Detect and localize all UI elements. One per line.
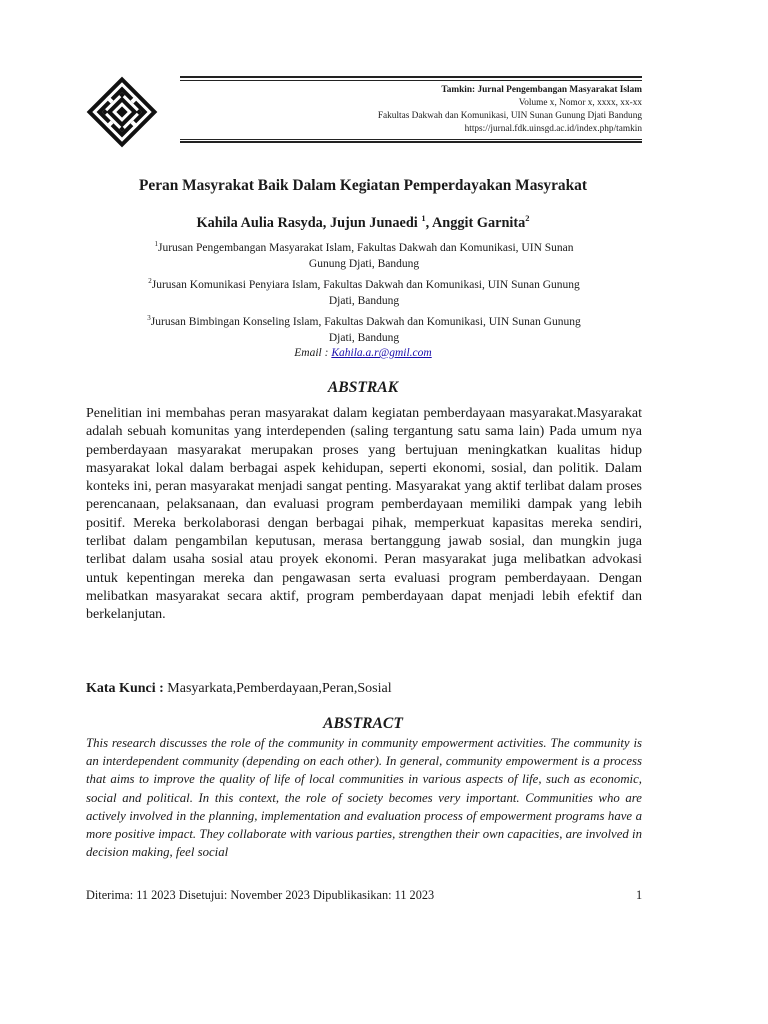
affiliations bbox=[86, 236, 642, 347]
author-name: Kahila Aulia Rasyda, bbox=[196, 214, 330, 231]
journal-volume: Volume x, Nomor x, xxxx, xx-xx bbox=[518, 98, 642, 108]
journal-url[interactable]: https://jurnal.fdk.uinsgd.ac.id/index.php/tamkin bbox=[464, 124, 642, 134]
abstract-body: This research discusses the role of the community in community empowerment activities. The community is an interdependent community (depending on each other). In general, community empowerment is a process that aims to improve the quality of life of local communities in various aspects of life, such as economic, social and political. In this context, the role of society becomes very important. Communities who are actively involved in the planning, implementation and evaluation process of empowerment programs have a more positive impact. They collaborate with various parties, strengthen their own capacities, are involved in decision making, feel social bbox=[86, 736, 642, 860]
email-label: Email : bbox=[294, 347, 332, 359]
abstrak-body: Penelitian ini membahas peran masyarakat dalam kegiatan pemberdayaan masyarakat.Masyarakat adalah sebuah komunitas yang interdependen (saling tergantung satu sama lain) Pada umum nya pemberdayaan masyarakat merupakan proses yang bertujuan meningkatkan kualitas hidup masyarakat lokal dalam berbagai aspek kehidupan, seperti ekonomi, sosial, dan politik. Dalam konteks ini, peran masyarakat menjadi sangat penting. Masyarakat yang aktif terlibat dalam proses perencanaan, pelaksanaan, dan evaluasi program pemberdayaan memiliki dampak yang lebih positif. Mereka berkolaborasi dengan berbagai pihak, memperkuat kapasitas mereka sendiri, terlibat dalam pengambilan keputusan, merasa bertanggung jawab sosial, dan mungkin juga terlibat dalam usaha sosial atau proyek ekonomi. Peran masyarakat juga melibatkan advokasi untuk kepentingan mereka dan pengawasan serta evaluasi program pemberdayaan. Dengan melibatkan masyarakat secara aktif, program pemberdayaan dapat menjadi lebih efektif dan berkelanjutan. bbox=[86, 406, 642, 623]
abstrak-heading: ABSTRAK bbox=[327, 379, 399, 396]
affiliation-item: $^1$Jurusan Pengembangan Masyarakat Islam, Fakultas Dakwah dan Komunikasi, UIN Sunan Gunung Djati, Bandung bbox=[154, 240, 574, 271]
author-list bbox=[60, 213, 666, 232]
email-link[interactable]: Kahila.a.r@gmil.com bbox=[331, 347, 432, 359]
author-name: Jujun Junaedi bbox=[329, 214, 422, 231]
affiliation-item: $^2$Jurusan Komunikasi Penyiara Islam, Fakultas Dakwah dan Komunikasi, UIN Sunan Gunung Djati, Bandung bbox=[148, 277, 580, 308]
author-superscript: 2 bbox=[525, 213, 530, 223]
article-title: Peran Masyrakat Baik Dalam Kegiatan Pemperdayakan Masyrakat bbox=[138, 177, 587, 194]
journal-info bbox=[180, 84, 642, 136]
journal-faculty: Fakultas Dakwah dan Komunikasi, UIN Sunan Gunung Djati Bandung bbox=[377, 111, 642, 121]
journal-name: Tamkin: Jurnal Pengembangan Masyarakat Islam bbox=[441, 85, 642, 95]
publication-dates: Diterima: 11 2023 Disetujui: November 2023 Dipublikasikan: 11 2023 bbox=[86, 888, 435, 902]
abstract-heading: ABSTRACT bbox=[323, 715, 403, 732]
keywords-text: Masyarkata,Pemberdayaan,Peran,Sosial bbox=[163, 681, 392, 696]
header-rule-bottom-thin bbox=[180, 139, 642, 140]
header-rule-bottom bbox=[180, 141, 642, 143]
page-number: 1 bbox=[636, 888, 643, 902]
author-superscript: 1 bbox=[421, 213, 426, 223]
author-name: , Anggit Garnita bbox=[425, 214, 526, 231]
kufic-square-logo-icon bbox=[84, 74, 160, 150]
affiliation-item: $^3$Jurusan Bimbingan Konseling Islam, Fakultas Dakwah dan Komunikasi, UIN Sunan Gunung Djati, Bandung bbox=[147, 314, 581, 345]
header-rule-top-thin bbox=[180, 80, 642, 81]
email-line bbox=[60, 347, 666, 359]
header-rule-top bbox=[180, 76, 642, 78]
keywords-line bbox=[86, 681, 642, 697]
keywords-label: Kata Kunci : bbox=[86, 681, 164, 696]
